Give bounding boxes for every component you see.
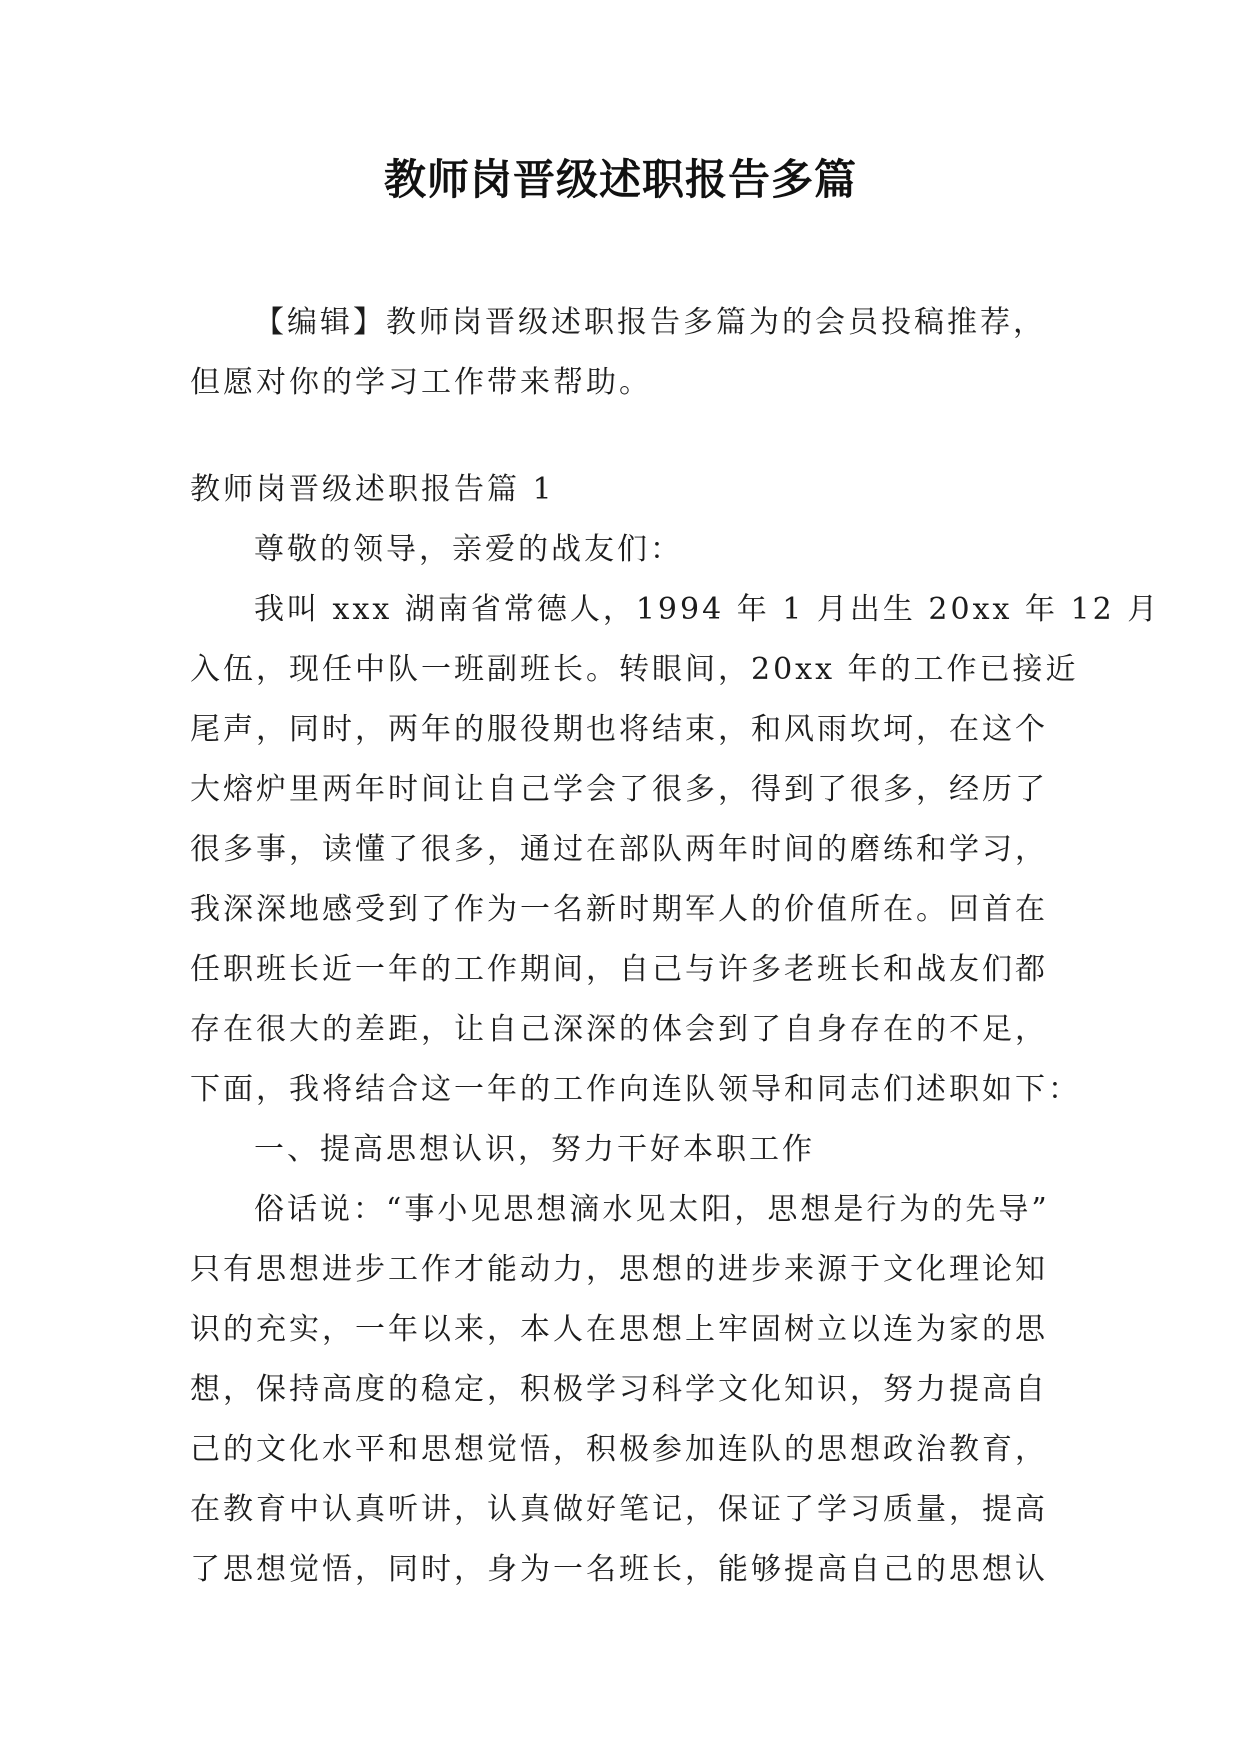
body-line: 想，保持高度的稳定，积极学习科学文化知识，努力提高自 [190, 1372, 1048, 1407]
salutation-line: 尊敬的领导，亲爱的战友们： [254, 532, 683, 567]
body-line: 我叫 xxx 湖南省常德人，1994 年 1 月出生 20xx 年 12 月 [254, 592, 1161, 627]
body-line: 很多事，读懂了很多，通过在部队两年时间的磨练和学习， [190, 832, 1048, 867]
intro-line: 但愿对你的学习工作带来帮助。 [190, 365, 652, 400]
body-line: 大熔炉里两年时间让自己学会了很多，得到了很多，经历了 [190, 772, 1048, 807]
body-line: 我深深地感受到了作为一名新时期军人的价值所在。回首在 [190, 892, 1048, 927]
section-heading: 教师岗晋级述职报告篇 1 [190, 472, 555, 507]
report-body [190, 460, 1161, 1600]
body-line: 俗话说：“事小见思想滴水见太阳，思想是行为的先导” [254, 1192, 1050, 1227]
body-line: 存在很大的差距，让自己深深的体会到了自身存在的不足， [190, 1012, 1048, 1047]
body-line: 尾声，同时，两年的服役期也将结束，和风雨坎坷，在这个 [190, 712, 1048, 747]
body-line: 了思想觉悟，同时，身为一名班长，能够提高自己的思想认 [190, 1552, 1048, 1587]
body-line: 下面，我将结合这一年的工作向连队领导和同志们述职如下： [190, 1072, 1081, 1107]
intro-line: 【编辑】教师岗晋级述职报告多篇为的会员投稿推荐， [254, 305, 1046, 340]
subsection-heading: 一、提高思想认识，努力干好本职工作 [254, 1132, 815, 1167]
body-line: 识的充实，一年以来，本人在思想上牢固树立以连为家的思 [190, 1312, 1048, 1347]
body-line: 入伍，现任中队一班副班长。转眼间，20xx 年的工作已接近 [190, 652, 1079, 687]
body-line: 在教育中认真听讲，认真做好笔记，保证了学习质量，提高 [190, 1492, 1048, 1527]
body-line: 只有思想进步工作才能动力，思想的进步来源于文化理论知 [190, 1252, 1048, 1287]
document-title: 教师岗晋级述职报告多篇 [383, 155, 857, 204]
intro-paragraph [190, 293, 1065, 413]
body-line: 己的文化水平和思想觉悟，积极参加连队的思想政治教育， [190, 1432, 1048, 1467]
body-line: 任职班长近一年的工作期间，自己与许多老班长和战友们都 [190, 952, 1048, 987]
